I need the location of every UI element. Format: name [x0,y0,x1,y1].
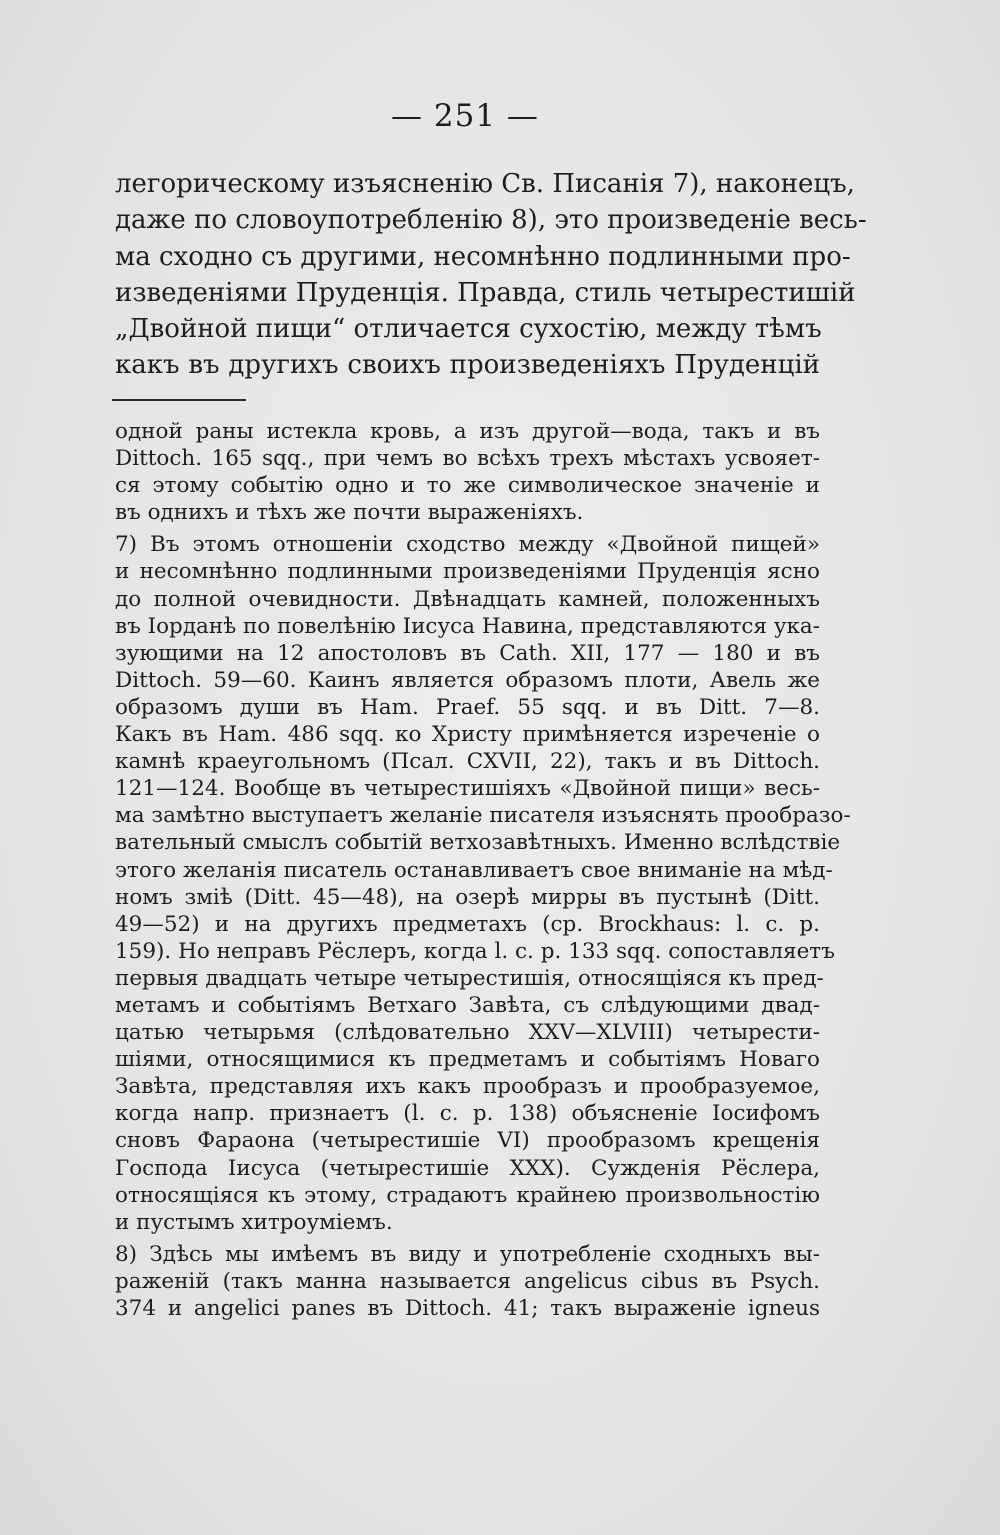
footnote-line: Какъ въ Ham. 486 sqq. ко Христу примѣняется изреченіе о [115,722,820,748]
footnote-line: 374 и angelici panes въ Dittoch. 41; такъ выраженіе igneus [115,1296,820,1321]
footnote-line: 121—124. Вообще въ четырестишіяхъ «Двойной пищи» весь- [115,776,820,802]
footnote-line: зующими на 12 апостоловъ въ Cath. XII, 177 — 180 и въ [115,640,820,666]
footnotes [115,418,851,1322]
footnote-line: номъ змiѣ (Ditt. 45—48), на озерѣ мирры въ пустынѣ (Ditt. [115,884,820,910]
footnote-line: образомъ души въ Ham. Praef. 55 sqq. и въ Ditt. 7—8. [115,694,820,720]
footnote-line: одной раны истекла кровь, а изъ другой—вода, такъ и въ [115,419,820,444]
footnote-separator [112,399,246,401]
footnote-line: 49—52) и на другихъ предметахъ (ср. Brockhaus: l. c. p. [115,911,820,937]
main-line: изведеніями Пруденція. Правда, стиль четырестишій [115,277,856,308]
footnote-line: относящіяся къ этому, страдаютъ крайнею произвольностію [115,1182,820,1208]
footnote-line: ся этому событію одно и то же символическое значеніе и [115,473,820,499]
footnote-line: и пустымъ хитроуміемъ. [115,1209,393,1235]
main-line: какъ въ другихъ своихъ произведеніяхъ Пруденцій [115,350,820,381]
footnote-line: метамъ и событіямъ Ветхаго Завѣта, съ слѣдующими двад- [115,992,820,1018]
main-line: „Двойной пищи“ отличается сухостію, между тѣмъ [115,314,822,345]
footnote-line: камнѣ краеугольномъ (Псал. CXVII, 22), такъ и въ Dittoch. [115,749,820,775]
footnote-7 [115,531,851,1235]
footnote-line: вательный смыслъ событій ветхозавѣтныхъ. Именно вслѣдствіе [115,830,841,856]
main-line: легорическому изъясненію Св. Писанія 7), наконецъ, [115,169,855,199]
page-number: — 251 — [391,98,539,134]
footnote-line: этого желанія писатель останавливаетъ свое вниманіе на мѣд- [115,857,833,883]
footnote-line: ма замѣтно выступаетъ желаніе писателя изъяснять прообразо- [115,803,851,829]
footnote-line: Завѣта, представляя ихъ какъ прообразъ и прообразуемое, [115,1074,820,1100]
main-line: даже по словоупотребленію 8), это произведеніе весь- [115,205,867,236]
main-text [115,166,867,384]
footnote-line: когда напр. признаетъ (l. c. p. 138) объясненіе Іосифомъ [115,1101,820,1127]
footnote-line: первыя двадцать четыре четырестишія, относящіяся къ пред- [115,965,824,991]
main-line: ма сходно съ другими, несомнѣнно подлинными про- [115,241,851,272]
footnote-line: цатью четырьмя (слѣдовательно XXV—XLVIII) четырести- [115,1020,820,1046]
footnote-line: Dittoch. 59—60. Каинъ является образомъ плоти, Авель же [115,667,820,693]
footnote-line: шіями, относящимися къ предметамъ и событіямъ Новаго [115,1047,820,1073]
footnote-line: Господа Іисуса (четырестишіе XXX). Сужденія Рёслера, [115,1155,820,1181]
footnote-line: въ Іорданѣ по повелѣнію Іисуса Навина, представляются ука- [115,613,820,639]
footnote-line: до полной очевидности. Двѣнадцать камней, положенныхъ [115,586,820,612]
footnote-line: 159). Но неправъ Рёслеръ, когда l. c. p. 133 sqq. сопоставляетъ [115,938,835,964]
footnote-line: 7) Въ этомъ отношеніи сходство между «Двойной пищей» [115,532,820,558]
footnote-line: и несомнѣнно подлинными произведеніями Пруденція ясно [115,559,820,585]
footnote-line: Dittoch. 165 sqq., при чемъ во всѣхъ трехъ мѣстахъ усвояет- [115,446,820,472]
footnote-8 [115,1241,820,1322]
footnote-line: раженій (такъ манна называется angelicus cibus въ Psych. [115,1268,820,1294]
footnote-continuation [115,418,820,526]
footnote-line: сновъ Фараона (четырестишіе VI) прообразомъ крещенія [115,1128,820,1154]
footnote-line: 8) Здѣсь мы имѣемъ въ виду и употребленіе сходныхъ вы- [115,1241,820,1267]
footnote-line: въ однихъ и тѣхъ же почти выраженіяхъ. [115,500,584,526]
